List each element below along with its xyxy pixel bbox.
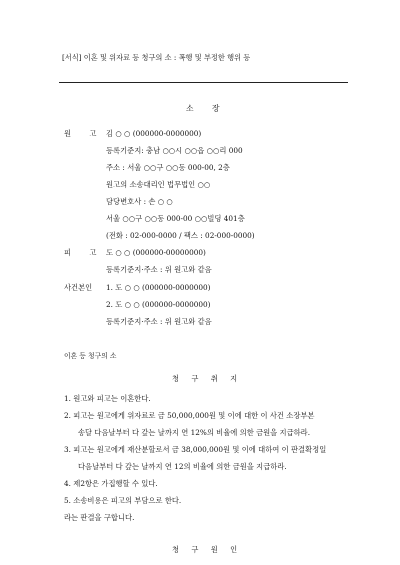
defendant-domicile: 등록기준지·주소 : 위 원고와 같음 (106, 265, 212, 274)
form-header-title: [서식] 이혼 및 위자료 등 청구의 소 : 폭행 및 부정한 행위 등 (62, 53, 251, 62)
claim-line: 라는 판결을 구합니다. (64, 513, 135, 522)
principal-item-1: 1. 도 ○ ○ (000000-0000000) (106, 283, 211, 292)
plaintiff-domicile: 등록기준지: 충남 ○○시 ○○읍 ○○리 000 (106, 146, 243, 155)
top-rule (59, 82, 348, 83)
attorney-in-charge: 담당변호사 : 손 ○ ○ (106, 197, 173, 206)
claim-line: 3. 피고는 원고에게 재산분할로서 금 38,000,000원 및 이에 대하여 이 판결확정일 (64, 445, 327, 454)
claim-line: 송달 다음날부터 다 갚는 날까지 연 12%의 비율에 의한 금원을 지급하라. (78, 428, 311, 437)
reasons-heading: 청 구 원 인 (172, 545, 243, 554)
claim-line: 2. 피고는 원고에게 위자료로 금 50,000,000원 및 이에 대한 이 사건 소장부본 (64, 411, 315, 420)
principals-label: 사건본인 (64, 283, 93, 292)
claim-line: 4. 제2항은 가집행할 수 있다. (64, 479, 158, 488)
document-title: 소 장 (186, 104, 228, 113)
plaintiff-address: 주소 : 서울 ○○구 ○○동 000-00, 2층 (106, 163, 230, 172)
claim-line: 1. 원고와 피고는 이혼한다. (64, 394, 151, 403)
plaintiff-label: 원 고 (64, 129, 105, 138)
claims-heading: 청 구 취 지 (172, 374, 243, 383)
plaintiff-name: 김 ○ ○ (000000-0000000) (106, 129, 202, 138)
defendant-name: 도 ○ ○ (000000-00000000) (106, 248, 206, 257)
attorney-heading: 원고의 소송대리인 법무법인 ○○ (106, 180, 211, 189)
attorney-address: 서울 ○○구 ○○동 000-00 ○○빌딩 401층 (106, 214, 245, 223)
principals-domicile: 등록기준지·주소 : 위 원고와 같음 (106, 317, 212, 326)
claim-line: 5. 소송비용은 피고의 부담으로 한다. (64, 496, 182, 505)
attorney-contact: (전화 : 02-000-0000 / 팩스 : 02-000-0000) (106, 231, 255, 240)
case-name: 이혼 등 청구의 소 (64, 352, 117, 360)
principal-item-2: 2. 도 ○ ○ (000000-0000000) (106, 300, 211, 309)
defendant-label: 피 고 (64, 248, 105, 257)
claim-line: 다음날부터 다 갚는 날까지 연 12의 비율에 의한 금원을 지급하라. (78, 462, 287, 471)
